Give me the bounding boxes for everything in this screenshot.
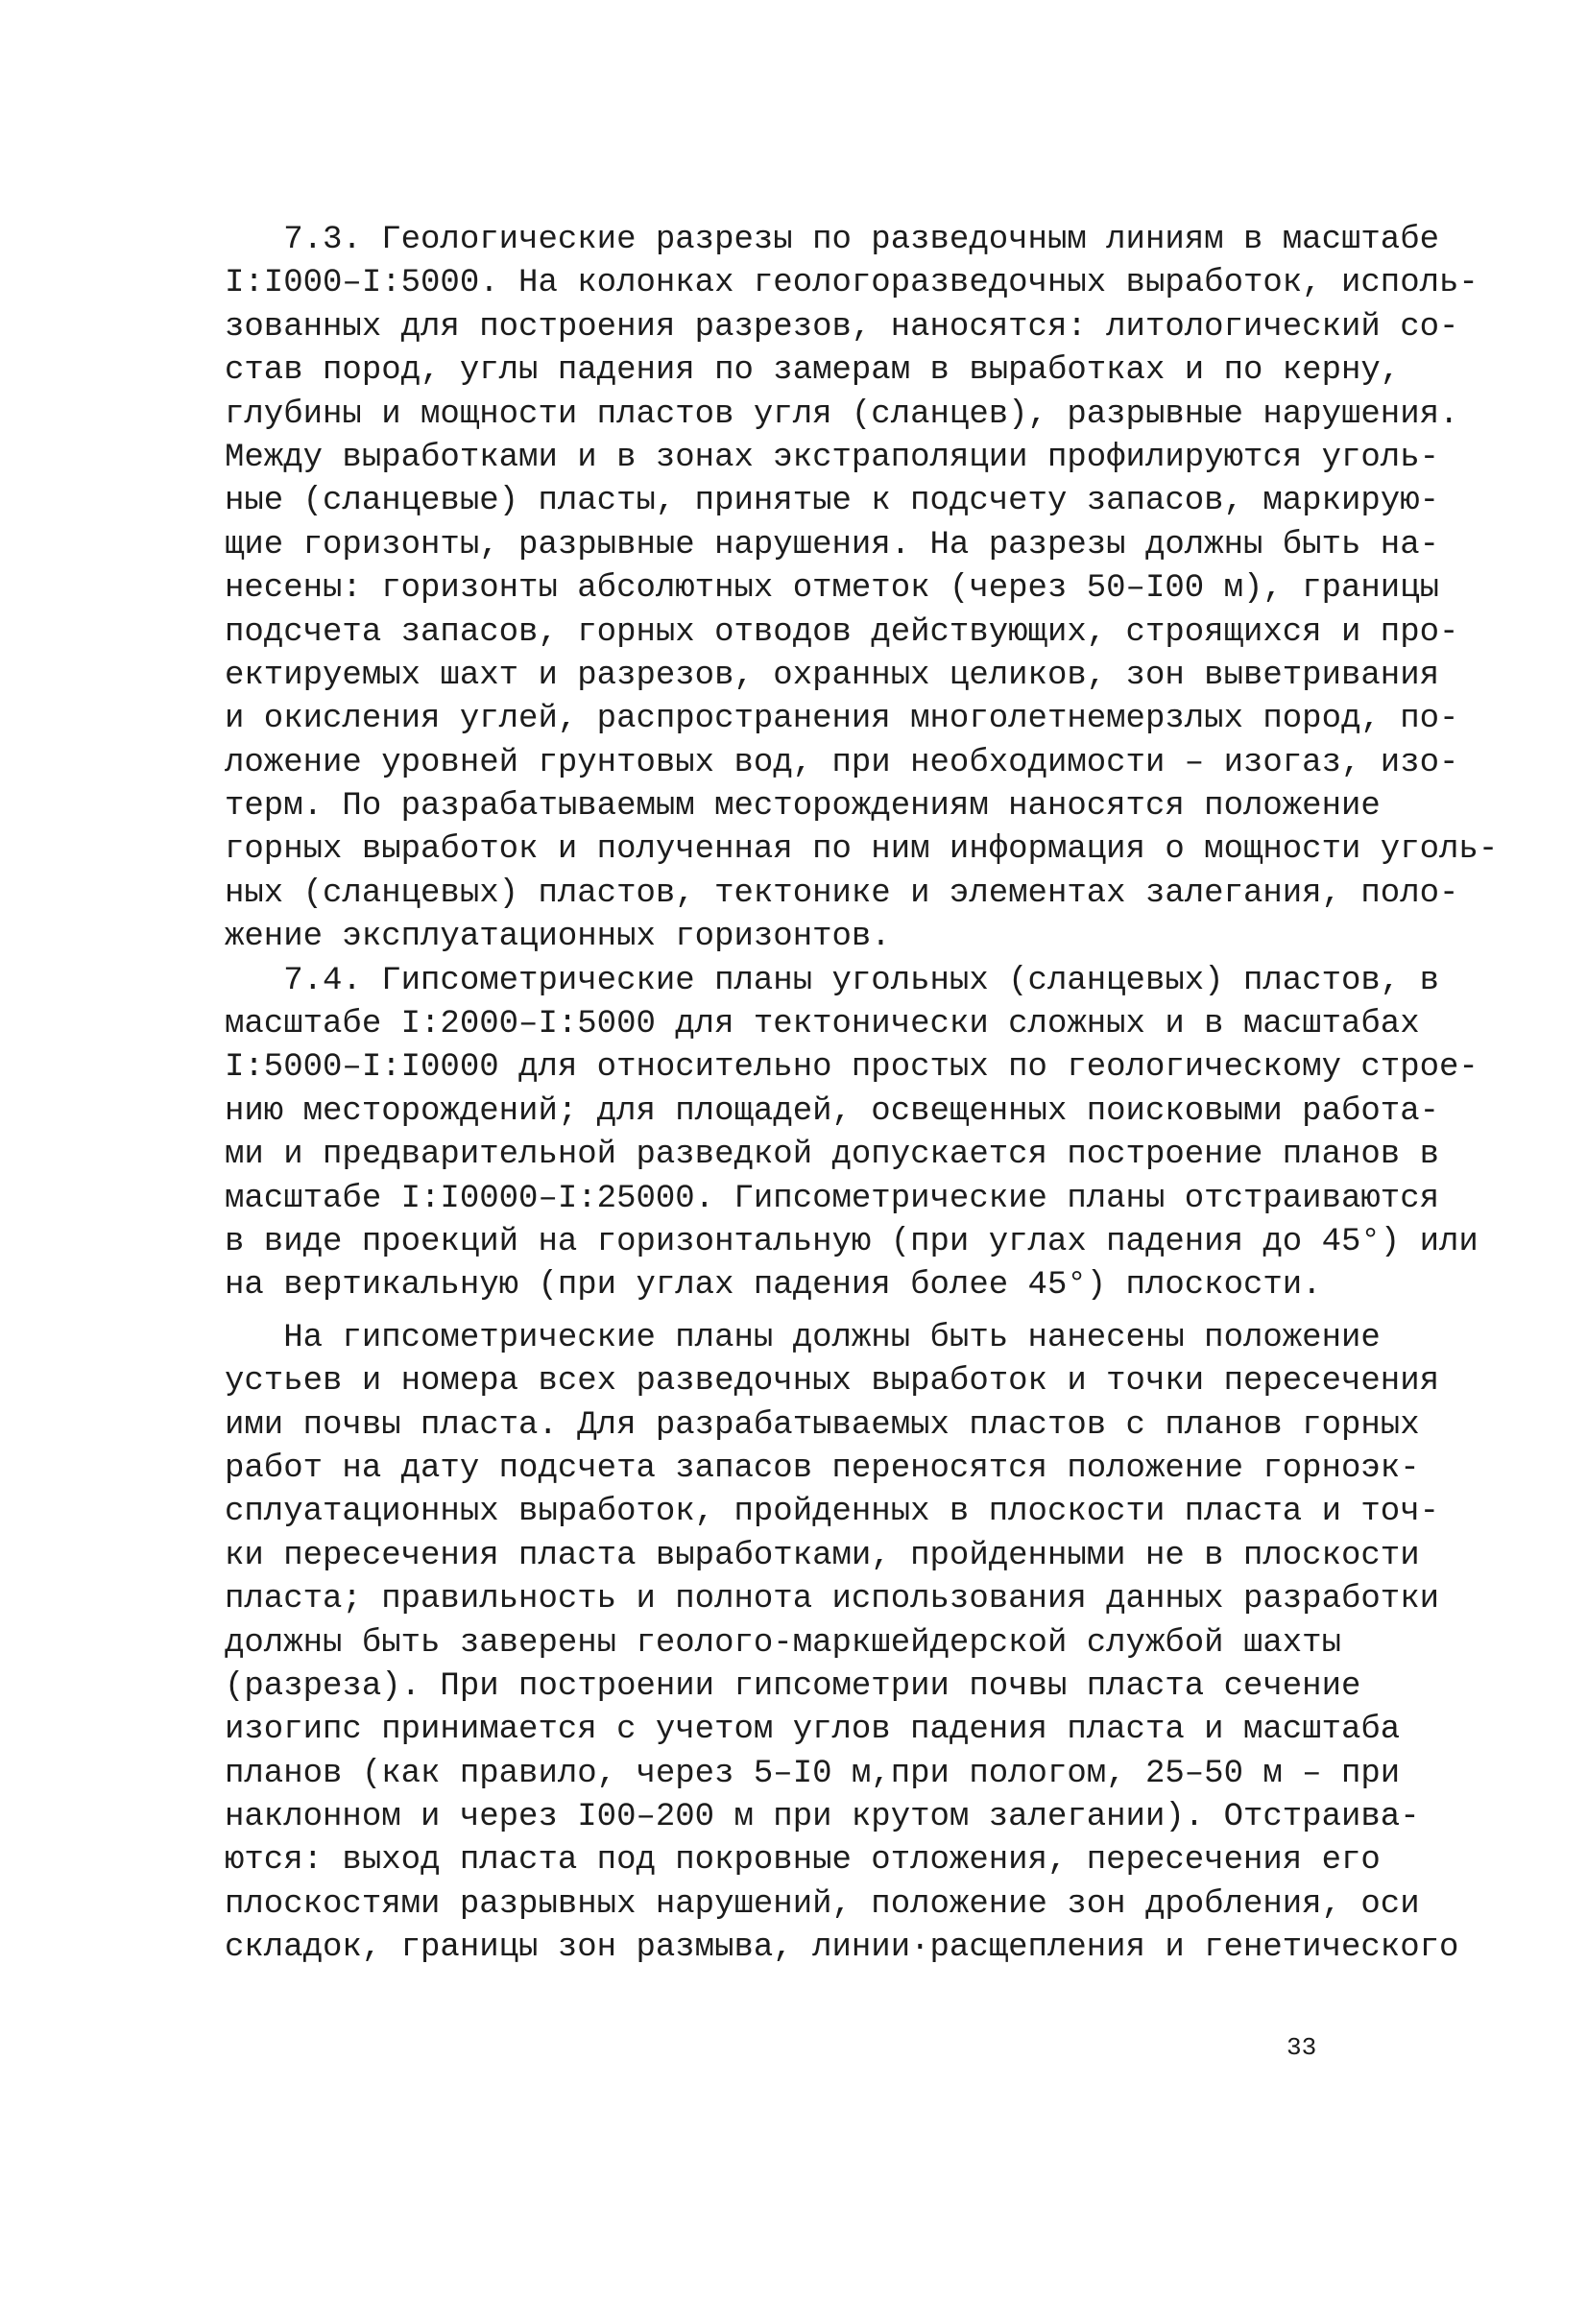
body-text bbox=[225, 219, 1499, 1971]
text-line: щие горизонты, разрывные нарушения. На разрезы должны быть на- bbox=[225, 526, 1440, 563]
text-line: и окисления углей, распространения многолетнемерзлых пород, по- bbox=[225, 701, 1459, 738]
text-line: должны быть заверены геолого-маркшейдерской службой шахты bbox=[225, 1624, 1341, 1662]
text-line: подсчета запасов, горных отводов действующих, строящихся и про- bbox=[225, 613, 1459, 651]
text-line: пласта; правильность и полнота использования данных разработки bbox=[225, 1581, 1440, 1618]
paragraph-spacer bbox=[225, 1308, 1396, 1317]
text-line: ектируемых шахт и разрезов, охранных целиков, зон выветривания bbox=[225, 657, 1440, 694]
text-line: ных (сланцевых) пластов, тектонике и элементах залегания, поло- bbox=[225, 874, 1459, 912]
text-line: устьев и номера всех разведочных выработок и точки пересечения bbox=[225, 1363, 1440, 1401]
text-line: I:I000–I:5000. На колонках геологоразведочных выработок, исполь- bbox=[225, 265, 1479, 302]
text-line: на вертикальную (при углах падения более 45°) плоскости. bbox=[225, 1267, 1322, 1305]
text-line: (разреза). При построении гипсометрии почвы пласта сечение bbox=[225, 1667, 1361, 1705]
page-number: 33 bbox=[1286, 2033, 1317, 2062]
text-line: терм. По разрабатываемым месторождениям наносятся положение bbox=[225, 788, 1381, 826]
text-line: глубины и мощности пластов угля (сланцев), разрывные нарушения. bbox=[225, 395, 1459, 433]
paragraph-7-3 bbox=[225, 219, 1499, 960]
text-line: 7.4. Гипсометрические планы угольных (сланцевых) пластов, в bbox=[225, 962, 1440, 999]
text-line: ими почвы пласта. Для разрабатываемых пластов с планов горных bbox=[225, 1406, 1420, 1444]
text-line: ные (сланцевые) пласты, принятые к подсчету запасов, маркирую- bbox=[225, 483, 1440, 520]
text-line: плоскостями разрывных нарушений, положение зон дробления, оси bbox=[225, 1885, 1420, 1923]
text-line: ются: выход пласта под покровные отложения, пересечения его bbox=[225, 1842, 1381, 1880]
paragraph-7-4 bbox=[225, 960, 1479, 1308]
text-line: жение эксплуатационных горизонтов. bbox=[225, 919, 891, 956]
text-line: несены: горизонты абсолютных отметок (через 50–I00 м), границы bbox=[225, 570, 1440, 608]
text-line: На гипсометрические планы должны быть нанесены положение bbox=[225, 1319, 1381, 1356]
text-line: складок, границы зон размыва, линии·расщепления и генетического bbox=[225, 1929, 1459, 1967]
text-line: сплуатационных выработок, пройденных в плоскости пласта и точ- bbox=[225, 1494, 1440, 1531]
text-line: ми и предварительной разведкой допускается построение планов в bbox=[225, 1137, 1440, 1174]
text-line: работ на дату подсчета запасов переносятся положение горноэк- bbox=[225, 1450, 1420, 1487]
text-line: масштабе I:2000–I:5000 для тектонически сложных и в масштабах bbox=[225, 1006, 1420, 1043]
text-line: Между выработками и в зонах экстраполяции профилируются уголь- bbox=[225, 439, 1440, 476]
text-line: ложение уровней грунтовых вод, при необходимости – изогаз, изо- bbox=[225, 744, 1459, 781]
text-line: 7.3. Геологические разрезы по разведочным линиям в масштабе bbox=[225, 222, 1440, 258]
text-line: I:5000–I:I0000 для относительно простых по геологическому строе- bbox=[225, 1049, 1479, 1087]
text-line: наклонном и через I00–200 м при крутом залегании). Отстраива- bbox=[225, 1799, 1420, 1836]
text-line: в виде проекций на горизонтальную (при углах падения до 45°) или bbox=[225, 1223, 1479, 1260]
paragraph-hypsometric-plans bbox=[225, 1317, 1459, 1971]
text-line: масштабе I:I0000–I:25000. Гипсометрические планы отстраиваются bbox=[225, 1180, 1440, 1217]
text-line: нию месторождений; для площадей, освещенных поисковыми работа- bbox=[225, 1092, 1440, 1130]
text-line: горных выработок и полученная по ним информация о мощности уголь- bbox=[225, 831, 1499, 869]
text-line: планов (как правило, через 5–I0 м,при пологом, 25–50 м – при bbox=[225, 1755, 1401, 1792]
text-line: ки пересечения пласта выработками, пройденными не в плоскости bbox=[225, 1537, 1420, 1574]
text-line: изогипс принимается с учетом углов падения пласта и масштаба bbox=[225, 1712, 1401, 1749]
text-line: зованных для построения разрезов, наносятся: литологический со- bbox=[225, 308, 1459, 346]
text-line: став пород, углы падения по замерам в выработках и по керну, bbox=[225, 352, 1401, 390]
